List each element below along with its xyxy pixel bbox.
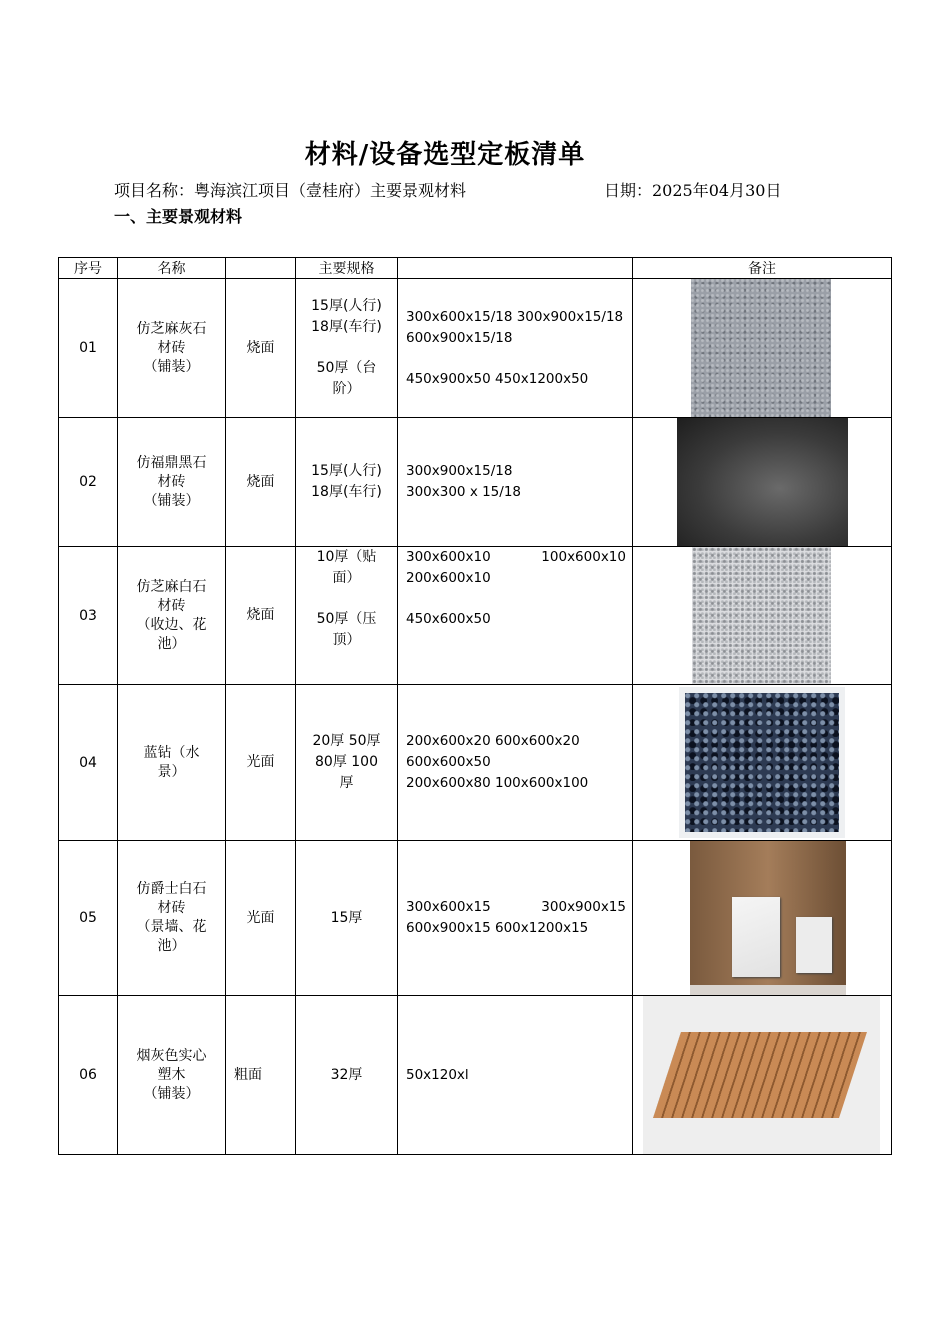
row-number: 01	[59, 279, 118, 418]
size-spec: 200x600x20 600x600x20 600x600x50 200x600x80 100x600x100	[398, 685, 633, 841]
material-name: 烟灰色实心 塑木 （铺装）	[118, 996, 226, 1155]
thickness: 32厚	[296, 996, 398, 1155]
white-marble-display-image	[690, 841, 846, 995]
thickness: 15厚(人行) 18厚(车行) 50厚（台 阶）	[296, 279, 398, 418]
material-name: 仿爵士白石 材砖 （景墙、花 池）	[118, 841, 226, 996]
material-name: 仿福鼎黑石 材砖 （铺装）	[118, 418, 226, 547]
sample-image-cell	[633, 685, 892, 841]
table-row	[59, 279, 892, 418]
header-no: 序号	[59, 258, 118, 279]
sample-image-cell	[633, 418, 892, 547]
row-number: 06	[59, 996, 118, 1155]
table-row	[59, 418, 892, 547]
table-row	[59, 547, 892, 685]
gray-granite-image	[691, 279, 831, 417]
sample-image-cell	[633, 996, 892, 1155]
thickness: 20厚 50厚 80厚 100 厚	[296, 685, 398, 841]
white-granite-image	[692, 547, 831, 684]
surface-finish: 粗面	[226, 996, 296, 1155]
table-row	[59, 841, 892, 996]
row-number: 04	[59, 685, 118, 841]
table-header-row	[59, 258, 892, 279]
sample-image-cell	[633, 841, 892, 996]
header-remark: 备注	[633, 258, 892, 279]
size-spec: 50x120xl	[398, 996, 633, 1155]
row-number: 05	[59, 841, 118, 996]
section-heading: 一、主要景观材料	[114, 207, 243, 226]
header-name: 名称	[118, 258, 226, 279]
row-number: 03	[59, 547, 118, 685]
surface-finish: 烧面	[226, 418, 296, 547]
material-name: 仿芝麻灰石 材砖 （铺装）	[118, 279, 226, 418]
sample-image-cell	[633, 547, 892, 685]
project-name: 项目名称：粤海滨江项目（壹桂府）主要景观材料	[114, 181, 467, 200]
thickness: 10厚（贴 面） 50厚（压 顶）	[296, 547, 398, 685]
row-number: 02	[59, 418, 118, 547]
black-granite-image	[677, 418, 848, 546]
size-spec: 300x600x10 100x600x10 200x600x10 450x600x50	[398, 547, 633, 685]
material-name: 仿芝麻白石 材砖 （收边、花 池）	[118, 547, 226, 685]
surface-finish: 光面	[226, 685, 296, 841]
blue-pearl-granite-image	[679, 687, 845, 838]
table-row	[59, 685, 892, 841]
header-spec: 主要规格	[296, 258, 398, 279]
material-name: 蓝钻（水 景）	[118, 685, 226, 841]
document-title: 材料/设备选型定板清单	[304, 140, 586, 170]
table-row	[59, 996, 892, 1155]
size-spec: 300x600x15/18 300x900x15/18 600x900x15/18 450x900x50 450x1200x50	[398, 279, 633, 418]
materials-table	[58, 257, 892, 1155]
thickness: 15厚	[296, 841, 398, 996]
sample-image-cell	[633, 279, 892, 418]
size-spec: 300x600x15 300x900x15 600x900x15 600x1200x15	[398, 841, 633, 996]
wood-decking-image	[643, 996, 880, 1154]
surface-finish: 光面	[226, 841, 296, 996]
surface-finish: 烧面	[226, 279, 296, 418]
surface-finish: 烧面	[226, 547, 296, 685]
size-spec: 300x900x15/18 300x300 x 15/18	[398, 418, 633, 547]
document-date: 日期：2025年04月30日	[604, 181, 782, 200]
thickness: 15厚(人行) 18厚(车行)	[296, 418, 398, 547]
